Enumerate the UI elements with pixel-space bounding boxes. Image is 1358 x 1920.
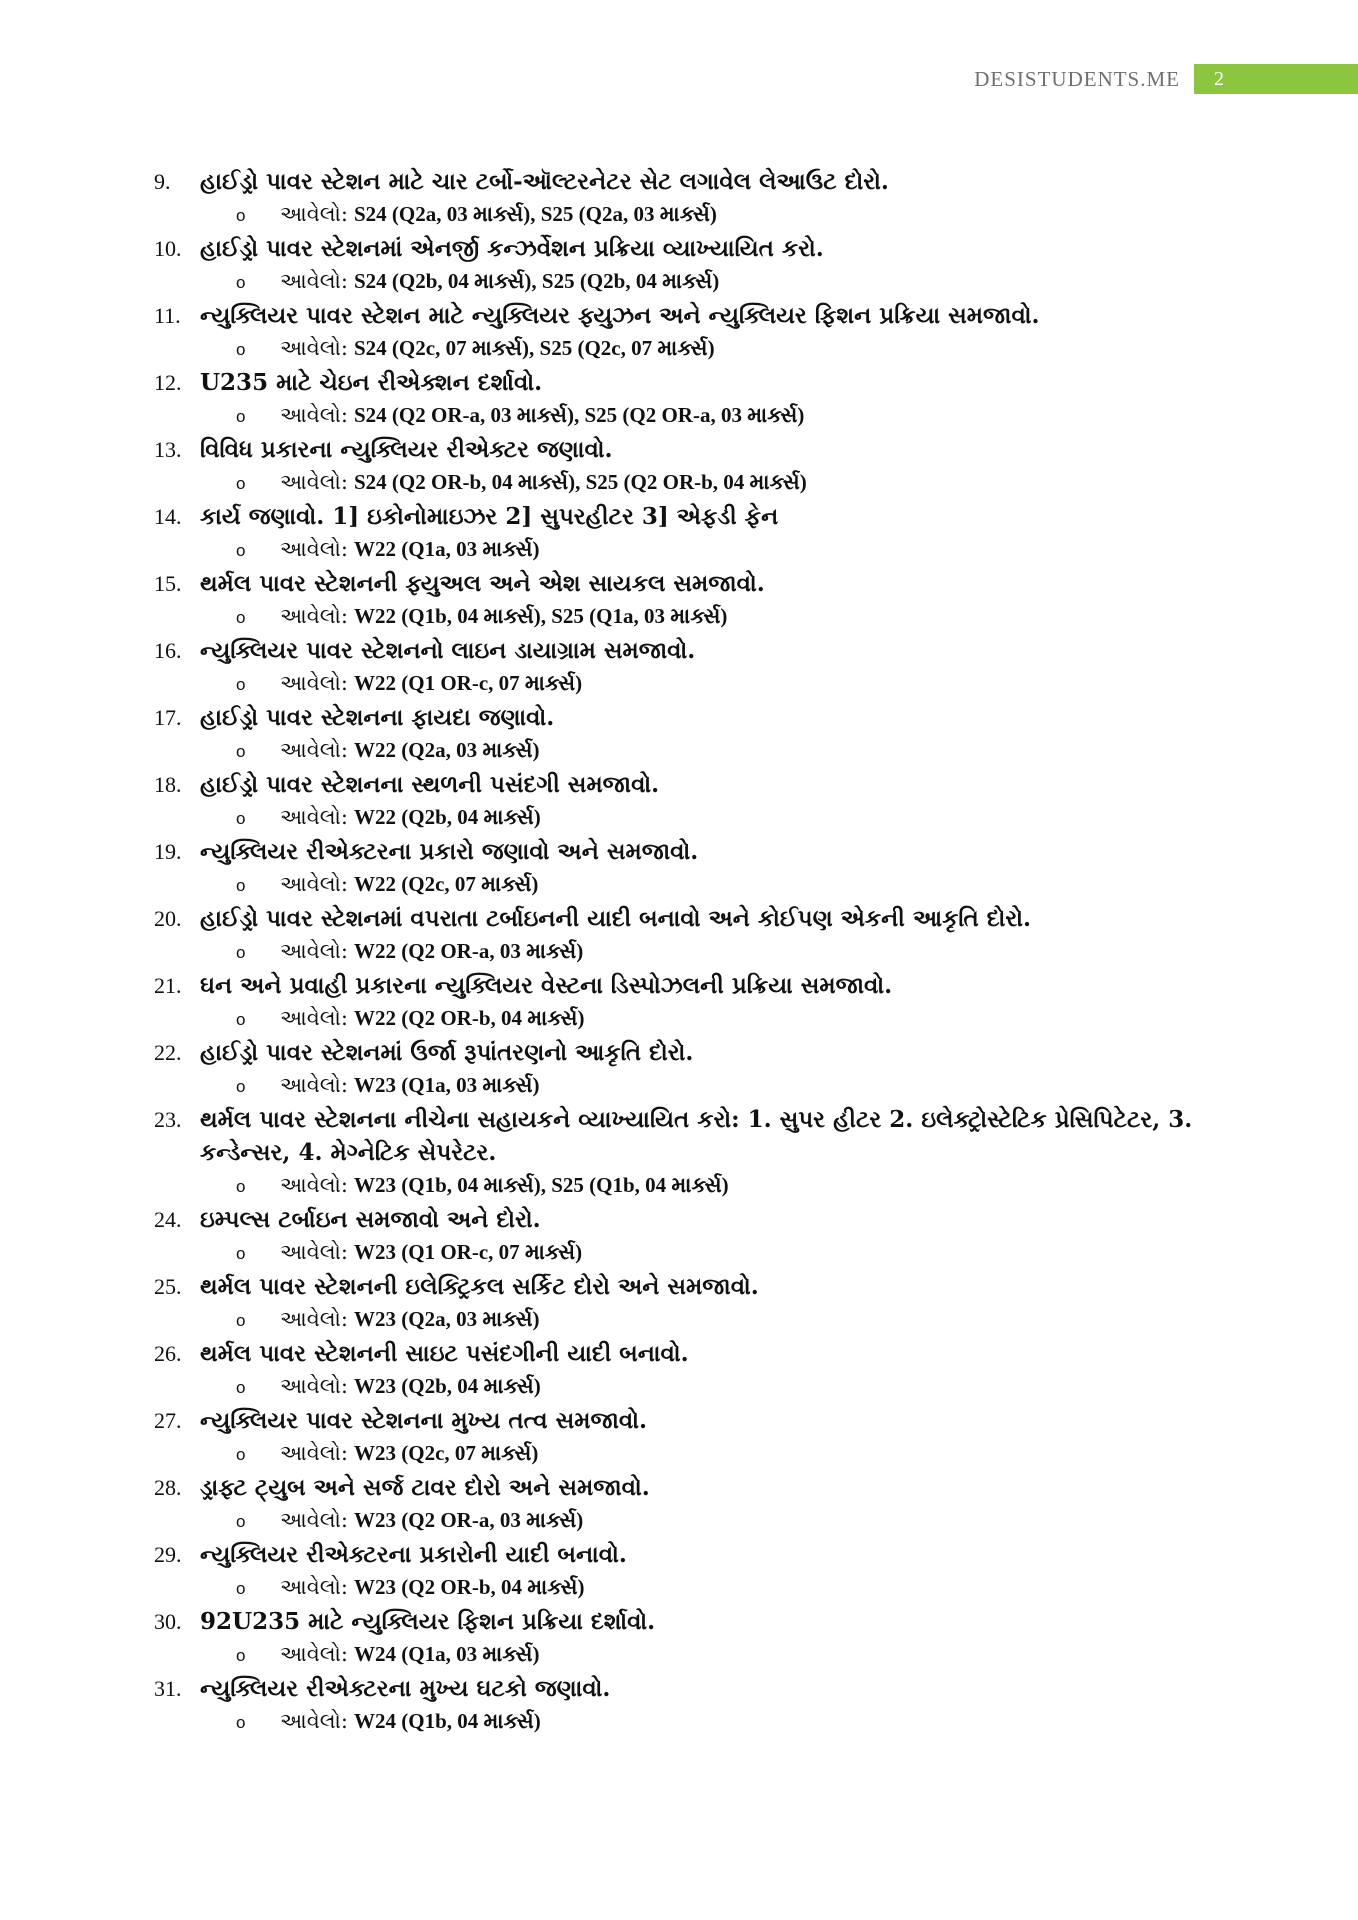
question-text: 92U235 માટે ન્યુક્લિયર ફિશન પ્રક્રિયા દર્શાવો. [200, 1608, 656, 1635]
question-item [154, 232, 1230, 299]
question-text: ન્યુક્લિયર પાવર સ્ટેશનનો લાઇન ડાયાગ્રામ સમજાવો. [200, 637, 696, 664]
question-number: 23. [154, 1107, 182, 1132]
question-item [154, 701, 1230, 768]
asked-line [200, 466, 1230, 500]
question-item [154, 165, 1230, 232]
asked-value: W22 (Q2 OR-a, 03 માર્ક્સ) [354, 939, 584, 963]
asked-value: W22 (Q1 OR-c, 07 માર્ક્સ) [354, 671, 583, 695]
asked-label: આવેલો: [280, 470, 348, 494]
asked-label: આવેલો: [280, 1307, 348, 1331]
question-line [154, 1036, 1230, 1069]
bullet-icon: o [236, 340, 246, 359]
asked-label: આવેલો: [280, 1575, 348, 1599]
asked-line [200, 1638, 1230, 1672]
question-line [154, 634, 1230, 667]
question-line [154, 433, 1230, 466]
asked-value: W22 (Q1a, 03 માર્ક્સ) [354, 537, 540, 561]
bullet-icon: o [236, 1244, 246, 1263]
question-number: 30. [154, 1609, 182, 1634]
question-number: 13. [154, 437, 182, 462]
asked-line [200, 198, 1230, 232]
asked-label: આવેલો: [280, 1374, 348, 1398]
question-number: 17. [154, 705, 182, 730]
asked-value: W23 (Q2a, 03 માર્ક્સ) [354, 1307, 540, 1331]
question-item [154, 1036, 1230, 1103]
asked-line [200, 1303, 1230, 1337]
asked-value: W23 (Q1a, 03 માર્ક્સ) [354, 1073, 540, 1097]
asked-value: W23 (Q2 OR-a, 03 માર્ક્સ) [354, 1508, 584, 1532]
question-text: હાઈડ્રો પાવર સ્ટેશનના ફાયદા જણાવો. [200, 704, 555, 731]
question-item [154, 1270, 1230, 1337]
question-number: 20. [154, 906, 182, 931]
asked-label: આવેલો: [280, 604, 348, 628]
question-line [154, 768, 1230, 801]
bullet-icon: o [236, 273, 246, 292]
asked-label: આવેલો: [280, 1441, 348, 1465]
question-number: 24. [154, 1207, 182, 1232]
question-line [154, 165, 1230, 198]
question-number: 16. [154, 638, 182, 663]
question-text: ઘન અને પ્રવાહી પ્રકારના ન્યુક્લિયર વેસ્ટના ડિસ્પોઝલની પ્રક્રિયા સમજાવો. [200, 972, 893, 999]
question-item [154, 768, 1230, 835]
asked-line [200, 734, 1230, 768]
question-text: ઇમ્પલ્સ ટર્બાઇન સમજાવો અને દોરો. [200, 1206, 541, 1233]
question-number: 14. [154, 504, 182, 529]
asked-label: આવેલો: [280, 872, 348, 896]
bullet-icon: o [236, 675, 246, 694]
bullet-icon: o [236, 1713, 246, 1732]
asked-line [200, 1571, 1230, 1605]
asked-value: W23 (Q1 OR-c, 07 માર્ક્સ) [354, 1240, 583, 1264]
question-text: ન્યુક્લિયર પાવર સ્ટેશનના મુખ્ય તત્વ સમજાવો. [200, 1407, 648, 1434]
question-line [154, 1203, 1230, 1236]
asked-line [200, 533, 1230, 567]
bullet-icon: o [236, 474, 246, 493]
asked-line [200, 1236, 1230, 1270]
asked-line [200, 1069, 1230, 1103]
site-name: DESISTUDENTS.ME [974, 66, 1180, 91]
asked-line [200, 935, 1230, 969]
question-text: થર્મલ પાવર સ્ટેશનની સાઇટ પસંદગીની યાદી બનાવો. [200, 1340, 689, 1367]
asked-line [200, 1002, 1230, 1036]
question-item [154, 433, 1230, 500]
question-number: 15. [154, 571, 182, 596]
question-number: 10. [154, 236, 182, 261]
asked-value: W22 (Q1b, 04 માર્ક્સ), S25 (Q1a, 03 માર્ક્સ) [354, 604, 728, 628]
asked-label: આવેલો: [280, 202, 348, 226]
asked-value: W23 (Q2c, 07 માર્ક્સ) [354, 1441, 539, 1465]
asked-line [200, 801, 1230, 835]
bullet-icon: o [236, 1311, 246, 1330]
asked-value: S24 (Q2b, 04 માર્ક્સ), S25 (Q2b, 04 માર્ક્સ) [354, 269, 720, 293]
question-line [154, 835, 1230, 868]
question-text: હાઈડ્રો પાવર સ્ટેશનમાં વપરાતા ટર્બાઇનની યાદી બનાવો અને કોઈપણ એકની આકૃતિ દોરો. [200, 905, 1032, 932]
asked-value: S24 (Q2 OR-a, 03 માર્ક્સ), S25 (Q2 OR-a, 03 માર્ક્સ) [354, 403, 805, 427]
bullet-icon: o [236, 1445, 246, 1464]
question-text: હાઈડ્રો પાવર સ્ટેશનમાં ઉર્જા રૂપાંતરણનો આકૃતિ દોરો. [200, 1039, 694, 1066]
bullet-icon: o [236, 206, 246, 225]
question-item [154, 1605, 1230, 1672]
question-text: ન્યુક્લિયર રીએક્ટરના પ્રકારોની યાદી બનાવો. [200, 1541, 627, 1568]
question-line [154, 1672, 1230, 1705]
asked-line [200, 600, 1230, 634]
question-number: 22. [154, 1040, 182, 1065]
question-line [154, 1605, 1230, 1638]
question-number: 11. [154, 303, 181, 328]
question-number: 18. [154, 772, 182, 797]
asked-line [200, 1169, 1230, 1203]
question-line [154, 366, 1230, 399]
question-line [154, 500, 1230, 533]
asked-value: W22 (Q2b, 04 માર્ક્સ) [354, 805, 541, 829]
question-text: ન્યુક્લિયર રીએક્ટરના મુખ્ય ઘટકો જણાવો. [200, 1675, 611, 1702]
question-text: ડ્રાફ્ટ ટ્યુબ અને સર્જ ટાવર દોરો અને સમજાવો. [200, 1474, 650, 1501]
question-line [154, 1404, 1230, 1437]
question-list [154, 165, 1230, 1739]
question-number: 12. [154, 370, 182, 395]
asked-label: આવેલો: [280, 805, 348, 829]
asked-value: W24 (Q1b, 04 માર્ક્સ) [354, 1709, 541, 1733]
question-item [154, 835, 1230, 902]
question-text: U235 માટે ચેઇન રીએક્શન દર્શાવો. [200, 369, 543, 396]
question-item [154, 1672, 1230, 1739]
bullet-icon: o [236, 1646, 246, 1665]
question-number: 31. [154, 1676, 182, 1701]
page-header [974, 64, 1358, 94]
asked-label: આવેલો: [280, 336, 348, 360]
asked-label: આવેલો: [280, 1173, 348, 1197]
question-item [154, 567, 1230, 634]
bullet-icon: o [236, 407, 246, 426]
question-line [154, 969, 1230, 1002]
question-text: હાઈડ્રો પાવર સ્ટેશનમાં એનર્જી કન્ઝર્વેશન પ્રક્રિયા વ્યાખ્યાયિત કરો. [200, 235, 824, 262]
asked-label: આવેલો: [280, 269, 348, 293]
asked-label: આવેલો: [280, 403, 348, 427]
question-line [154, 299, 1230, 332]
asked-line [200, 868, 1230, 902]
asked-value: S24 (Q2a, 03 માર્ક્સ), S25 (Q2a, 03 માર્ક્સ) [354, 202, 717, 226]
question-text: ન્યુક્લિયર પાવર સ્ટેશન માટે ન્યુક્લિયર ફ્યુઝન અને ન્યુક્લિયર ફિશન પ્રક્રિયા સમજાવો. [200, 302, 1040, 329]
bullet-icon: o [236, 876, 246, 895]
asked-label: આવેલો: [280, 1006, 348, 1030]
question-line [154, 1337, 1230, 1370]
bullet-icon: o [236, 1010, 246, 1029]
question-item [154, 299, 1230, 366]
asked-label: આવેલો: [280, 537, 348, 561]
question-number: 19. [154, 839, 182, 864]
question-item [154, 902, 1230, 969]
bullet-icon: o [236, 1378, 246, 1397]
question-line [154, 567, 1230, 600]
question-line [154, 1103, 1230, 1169]
question-item [154, 1103, 1230, 1203]
question-number: 25. [154, 1274, 182, 1299]
asked-value: W22 (Q2c, 07 માર્ક્સ) [354, 872, 539, 896]
question-item [154, 500, 1230, 567]
bullet-icon: o [236, 541, 246, 560]
asked-label: આવેલો: [280, 939, 348, 963]
asked-value: S24 (Q2c, 07 માર્ક્સ), S25 (Q2c, 07 માર્ક્સ) [354, 336, 715, 360]
question-item [154, 366, 1230, 433]
asked-line [200, 399, 1230, 433]
question-text: હાઈડ્રો પાવર સ્ટેશન માટે ચાર ટર્બો-ઑલ્ટરનેટર સેટ લગાવેલ લેઆઉટ દોરો. [200, 168, 889, 195]
question-text: વિવિધ પ્રકારના ન્યુક્લિયર રીએક્ટર જણાવો. [200, 436, 613, 463]
asked-value: W23 (Q2 OR-b, 04 માર્ક્સ) [354, 1575, 585, 1599]
question-number: 27. [154, 1408, 182, 1433]
asked-line [200, 667, 1230, 701]
question-number: 29. [154, 1542, 182, 1567]
question-line [154, 902, 1230, 935]
question-number: 28. [154, 1475, 182, 1500]
asked-label: આવેલો: [280, 1508, 348, 1532]
bullet-icon: o [236, 809, 246, 828]
question-item [154, 969, 1230, 1036]
question-line [154, 1538, 1230, 1571]
question-text: ન્યુક્લિયર રીએક્ટરના પ્રકારો જણાવો અને સમજાવો. [200, 838, 699, 865]
question-number: 9. [154, 169, 171, 194]
asked-line [200, 265, 1230, 299]
bullet-icon: o [236, 943, 246, 962]
asked-value: W23 (Q2b, 04 માર્ક્સ) [354, 1374, 541, 1398]
asked-label: આવેલો: [280, 1073, 348, 1097]
question-line [154, 232, 1230, 265]
bullet-icon: o [236, 1077, 246, 1096]
asked-value: W24 (Q1a, 03 માર્ક્સ) [354, 1642, 540, 1666]
asked-line [200, 332, 1230, 366]
question-text: થર્મલ પાવર સ્ટેશનની ઇલેક્ટ્રિકલ સર્કિટ દોરો અને સમજાવો. [200, 1273, 759, 1300]
asked-value: S24 (Q2 OR-b, 04 માર્ક્સ), S25 (Q2 OR-b, 04 માર્ક્સ) [354, 470, 807, 494]
asked-line [200, 1370, 1230, 1404]
asked-line [200, 1705, 1230, 1739]
question-number: 26. [154, 1341, 182, 1366]
asked-line [200, 1504, 1230, 1538]
question-item [154, 1538, 1230, 1605]
question-item [154, 1337, 1230, 1404]
asked-label: આવેલો: [280, 1642, 348, 1666]
bullet-icon: o [236, 1579, 246, 1598]
asked-label: આવેલો: [280, 1709, 348, 1733]
question-text: હાઈડ્રો પાવર સ્ટેશનના સ્થળની પસંદગી સમજાવો. [200, 771, 660, 798]
asked-value: W23 (Q1b, 04 માર્ક્સ), S25 (Q1b, 04 માર્ક્સ) [354, 1173, 729, 1197]
question-line [154, 701, 1230, 734]
question-line [154, 1270, 1230, 1303]
asked-line [200, 1437, 1230, 1471]
question-text: થર્મલ પાવર સ્ટેશનના નીચેના સહાયકને વ્યાખ્યાયિત કરો: 1. સુપર હીટર 2. ઇલેક્ટ્રોસ્ટેટિક પ્રેસિપિટેટર, 3. કન્ડેન્સર, 4. મેગ્નેટિક સેપરેટર. [200, 1106, 1193, 1166]
bullet-icon: o [236, 1177, 246, 1196]
asked-value: W22 (Q2a, 03 માર્ક્સ) [354, 738, 540, 762]
question-line [154, 1471, 1230, 1504]
bullet-icon: o [236, 742, 246, 761]
bullet-icon: o [236, 1512, 246, 1531]
asked-label: આવેલો: [280, 671, 348, 695]
asked-label: આવેલો: [280, 1240, 348, 1264]
question-number: 21. [154, 973, 182, 998]
bullet-icon: o [236, 608, 246, 627]
question-text: થર્મલ પાવર સ્ટેશનની ફ્યુઅલ અને એશ સાયકલ સમજાવો. [200, 570, 765, 597]
question-item [154, 634, 1230, 701]
page-number: 2 [1194, 64, 1358, 94]
question-item [154, 1404, 1230, 1471]
question-text: કાર્ય જણાવો. 1] ઇકોનોમાઇઝર 2] સુપરહીટર 3] એફડી ફેન [200, 503, 779, 530]
asked-label: આવેલો: [280, 738, 348, 762]
question-item [154, 1203, 1230, 1270]
asked-value: W22 (Q2 OR-b, 04 માર્ક્સ) [354, 1006, 585, 1030]
question-item [154, 1471, 1230, 1538]
